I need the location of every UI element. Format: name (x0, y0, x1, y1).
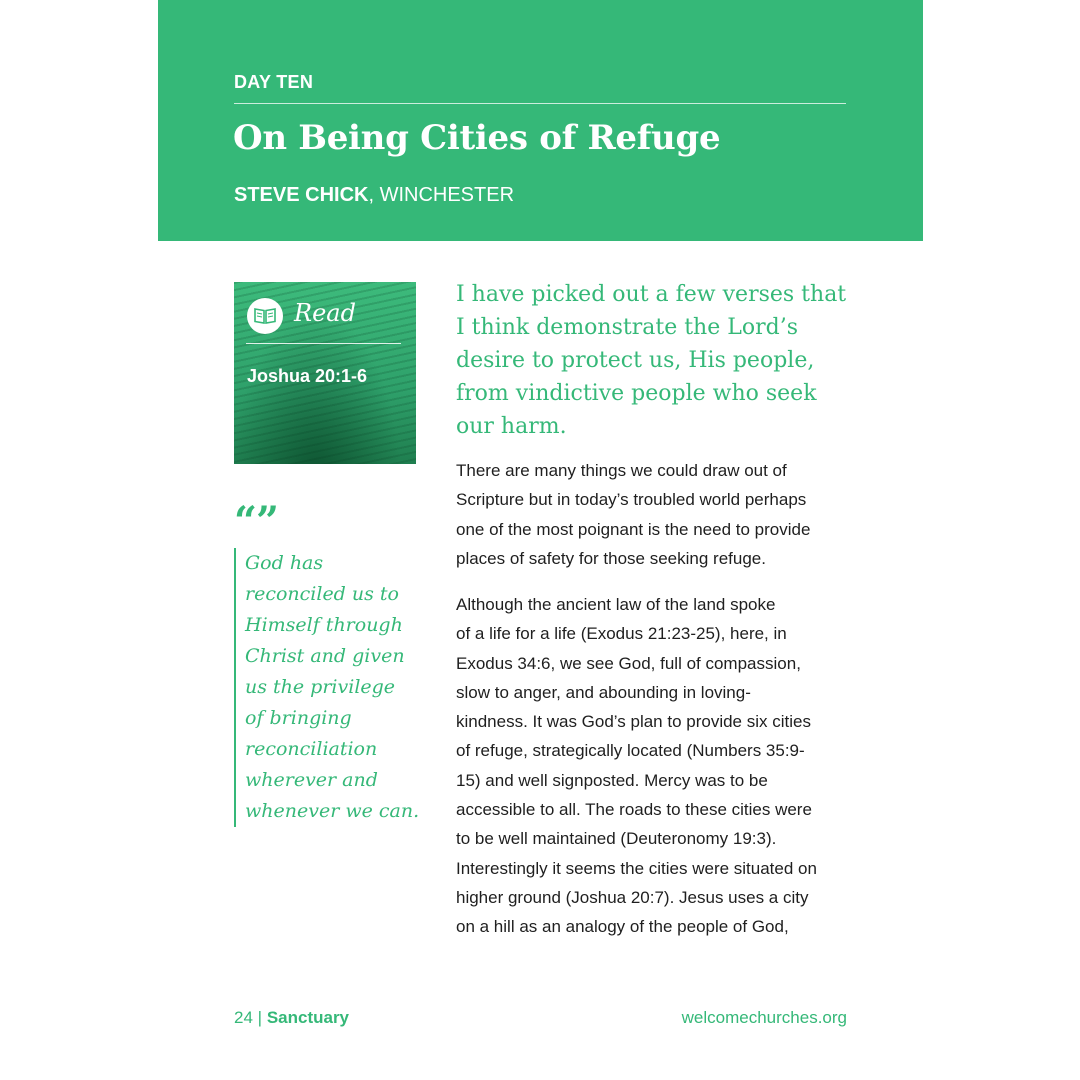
pull-quote-line: whenever we can. (245, 800, 420, 822)
footer-separator: | (257, 1008, 263, 1027)
body-line: There are many things we could draw out of (456, 461, 787, 480)
body-line: Exodus 34:6, we see God, full of compassion, (456, 653, 801, 673)
open-book-icon (247, 298, 283, 334)
body-line: 15) and well signposted. Mercy was to be (456, 770, 768, 790)
pull-quote-line: Himself through (245, 614, 403, 636)
body-paragraph (456, 590, 856, 942)
body-line: Interestingly it seems the cities were situated on (456, 858, 817, 878)
lead-line: desire to protect us, His people, (456, 348, 815, 373)
pull-quote-line: reconciliation (245, 738, 378, 760)
pull-quote-line: Christ and given (245, 645, 405, 667)
body-line: kindness. It was God’s plan to provide six cities (456, 712, 811, 732)
website-link[interactable]: welcomechurches.org (681, 1008, 847, 1027)
pull-quote-line: God has (245, 552, 324, 574)
read-label: Read (294, 299, 356, 327)
read-box (234, 282, 416, 464)
author-location: , WINCHESTER (368, 184, 515, 206)
read-divider (246, 343, 401, 344)
pull-quote-line: reconciled us to (245, 583, 399, 605)
page-number: 24 (234, 1008, 253, 1027)
body-line: higher ground (Joshua 20:7). Jesus uses a city (456, 887, 809, 907)
pull-quote-line: of bringing (245, 707, 352, 729)
pull-quote-line: us the privilege (245, 676, 396, 698)
author-name: STEVE CHICK (234, 184, 369, 206)
body-line: of refuge, strategically located (Numbers 35:9- (456, 741, 805, 761)
body-line: on a hill as an analogy of the people of God, (456, 917, 789, 937)
pull-quote-line: wherever and (245, 769, 378, 791)
body-paragraph (456, 456, 856, 573)
quote-marks-icon: “” (234, 498, 279, 545)
lead-paragraph (456, 278, 856, 443)
page-title: On Being Cities of Refuge (233, 118, 721, 158)
body-line: accessible to all. The roads to these cities were (456, 800, 812, 820)
page-header (158, 0, 923, 241)
lead-line: I think demonstrate the Lord’s (456, 315, 798, 340)
body-line: one of the most poignant is the need to provide (456, 519, 811, 539)
body-line: slow to anger, and abounding in loving- (456, 682, 751, 702)
day-label: DAY TEN (234, 72, 314, 92)
pull-quote (234, 548, 435, 827)
body-line: Although the ancient law of the land spoke (456, 595, 776, 614)
lead-line: from vindictive people who seek (456, 381, 817, 406)
body-line: places of safety for those seeking refuge. (456, 548, 766, 568)
header-divider (234, 103, 846, 104)
booklet-page (158, 0, 923, 1080)
lead-line: I have picked out a few verses that (456, 282, 847, 307)
byline (234, 184, 514, 207)
body-line: to be well maintained (Deuteronomy 19:3). (456, 829, 777, 849)
body-line: of a life for a life (Exodus 21:23-25), here, in (456, 624, 787, 644)
publication-name: Sanctuary (266, 1008, 350, 1027)
lead-line: our harm. (456, 414, 567, 439)
scripture-reference: Joshua 20:1-6 (247, 366, 368, 386)
page-footer-left (234, 1008, 349, 1028)
body-line: Scripture but in today’s troubled world perhaps (456, 490, 807, 510)
